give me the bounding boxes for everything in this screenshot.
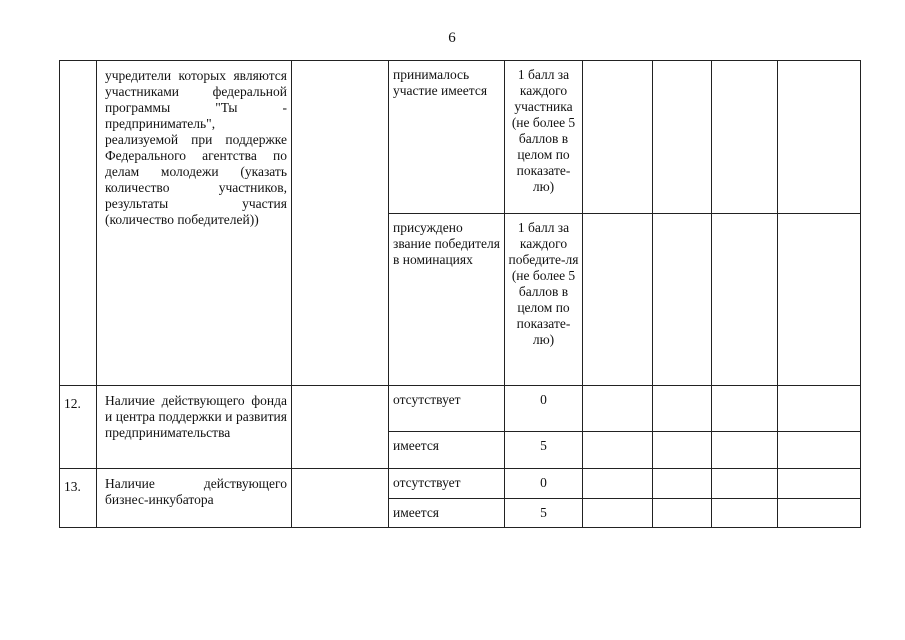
criterion-text: учредители которых являются участниками федеральной программы "Ты - предприниматель", реализуемой при поддержке Федерального агентства по делам молодежи (указать количество участников, результаты участия (количество победителей)) (105, 68, 287, 227)
empty-cell (712, 61, 778, 214)
empty-cell (712, 469, 778, 499)
criterion-cell (97, 61, 292, 386)
criterion-text: Наличие действующего бизнес-инкубатора (105, 476, 287, 507)
points-cell: 0 (505, 386, 583, 432)
empty-cell (778, 214, 861, 386)
criterion-cell (97, 469, 292, 528)
points-cell: 5 (505, 432, 583, 469)
criteria-table (59, 60, 861, 528)
empty-cell (653, 386, 712, 432)
empty-cell (583, 432, 653, 469)
table-row (60, 61, 861, 214)
empty-cell (583, 499, 653, 528)
option-label: принималось участие имеется (393, 67, 488, 98)
criterion-text: Наличие действующего фонда и центра поддержки и развития предпринимательства (105, 393, 287, 440)
row-number: 12. (60, 386, 97, 469)
empty-cell (653, 469, 712, 499)
empty-cell (778, 386, 861, 432)
empty-cell (583, 469, 653, 499)
option-cell: отсутствует (389, 469, 505, 499)
empty-cell (778, 499, 861, 528)
points-cell: 1 балл за каждого победите-ля (не более 5 баллов в целом по показате-лю) (505, 214, 583, 386)
table-row (60, 386, 861, 432)
option-cell (389, 214, 505, 386)
empty-cell (583, 61, 653, 214)
empty-cell (653, 214, 712, 386)
empty-cell (778, 469, 861, 499)
empty-cell (292, 469, 389, 528)
empty-cell (653, 499, 712, 528)
criterion-cell (97, 386, 292, 469)
option-cell (389, 61, 505, 214)
empty-cell (712, 432, 778, 469)
empty-cell (778, 432, 861, 469)
option-cell: имеется (389, 499, 505, 528)
option-cell: отсутствует (389, 386, 505, 432)
empty-cell (292, 61, 389, 386)
empty-cell (778, 61, 861, 214)
empty-cell (292, 386, 389, 469)
page-number: 6 (448, 30, 456, 46)
empty-cell (583, 386, 653, 432)
empty-cell (583, 214, 653, 386)
points-cell: 5 (505, 499, 583, 528)
points-cell: 0 (505, 469, 583, 499)
row-number (60, 61, 97, 386)
empty-cell (712, 214, 778, 386)
empty-cell (653, 432, 712, 469)
option-label: присуждено звание победителя в номинациях (393, 220, 500, 267)
empty-cell (712, 386, 778, 432)
points-cell: 1 балл за каждого участника (не более 5 баллов в целом по показате-лю) (505, 61, 583, 214)
empty-cell (712, 499, 778, 528)
empty-cell (653, 61, 712, 214)
row-number: 13. (60, 469, 97, 528)
table-row (60, 469, 861, 499)
option-cell: имеется (389, 432, 505, 469)
